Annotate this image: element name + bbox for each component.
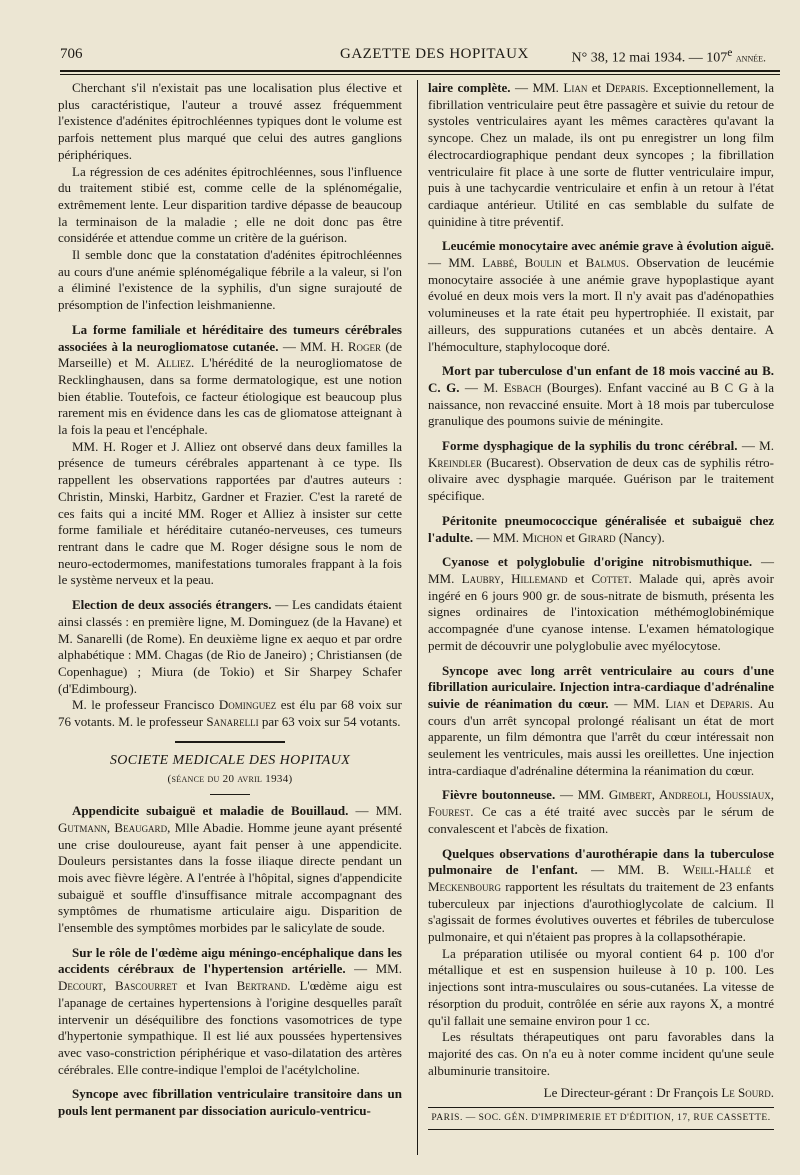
paragraph: Cherchant s'il n'existait pas une localisation plus élective et plus caractéristique, l'auteur a trouvé assez fréquemment l'existence d'adénites épitrochléennes typiques dont le volume est parfois nettement plus marqué que celui des autres ganglions périphériques.: [58, 80, 402, 162]
header-rule-thin: [60, 74, 780, 75]
page-number: 706: [60, 46, 83, 62]
article-peritonite: Péritonite pneumococcique généralisée et subaiguë chez l'adulte. — MM. Michon et Girard (Nancy).: [428, 512, 774, 545]
page-header: [52, 44, 780, 66]
society-heading: [58, 741, 402, 795]
column-divider: [417, 80, 418, 1155]
paragraph-election-result: M. le professeur Francisco Dominguez est élu par 68 voix sur 76 votants. M. le professeur Sanarelli par 63 voix sur 54 votants.: [58, 697, 403, 730]
issue-info: N° 38, 12 mai 1934. — 107e année.: [571, 46, 766, 66]
article-syncope-cont: laire complète. — MM. Lian et Deparis. Exceptionnellement, la fibrillation ventriculaire peut être passagère et suivie du retour de systoles ventriculaires ayant les mêmes caractères qu'avant la syncope. Chez un malade, ils ont pu enregistrer un long film électrocardiographique pendant deux syncopes ; la fibrillation ventriculaire fit place à une sorte de flutter ventriculaire impur, puis à une tachycardie ventriculaire et enfin à un retour à l'état cardiaque antérieur. Utilité en cas semblable du sulfate de quinidine à titre préventif.: [428, 80, 775, 229]
paragraph: Les résultats thérapeutiques ont paru favorables dans la majorité des cas. On n'a eu à noter comme incident qu'une seule albuminurie transitoire.: [428, 1029, 774, 1078]
article-fievre: Fièvre boutonneuse. — MM. Gimbert, Andreoli, Houssiaux, Fourest. Ce cas a été traité avec succès par le sérum de convalescent et l'abcès de fixation.: [428, 787, 774, 836]
article-syphilis: Forme dysphagique de la syphilis du tronc cérébral. — M. Kreindler (Bucarest). Observation de deux cas de syphilis rétro-olivaire avec dysphagie marquée. Guérison par le traitement spécifique.: [428, 438, 774, 504]
paragraph: La préparation utilisée ou myoral contient 64 p. 100 d'or métallique et est en suspension huileuse à 10 p. 100. Les injections sont intra-musculaires ou sous-cutanées. La vitesse de résorption du produit, contrôlée en série aux rayons X, a montré qu'il fallait une semaine environ pour 1 cc.: [428, 945, 774, 1028]
right-column: [428, 80, 774, 1130]
society-name: SOCIETE MEDICALE DES HOPITAUX: [109, 752, 351, 768]
article-oedeme: Sur le rôle de l'œdème aigu méningo-encéphalique dans les accidents cérébraux de l'hypertension artérielle. — MM. Decourt, Bascourret et Ivan Bertrand. L'œdème aigu est l'apanage de certaines hypertensions à l'origine desquelles paraît intervenir un déséquilibre des fonctions vasomotrices de type d'hypertonie sympathique. Il est lié aux poussées hypertensives avec vaso-constriction périphérique et vaso-dilatation des artères cérébrales. Elle contre-indique l'emploi de l'acétylcholine.: [58, 944, 402, 1077]
director-signature: Le Directeur-gérant : Dr François Le Sourd.: [543, 1085, 774, 1101]
paragraph: MM. H. Roger et J. Alliez ont observé dans deux familles la présence de tumeurs cérébrales appartenant à ce type. Ils rappellent les observations rapportées par d'autres auteurs : Christin, Minski, Harbitz, Gardner et Frazier. C'est la rareté de ces faits qui a incité MM. Roger et Alliez à insister sur cette forme familiale et héréditaire cutanéo-nerveuses, ces tumeurs rentrant dans le cadre que M. Roger désigne sous le nom de neuro-ectodermomes, manifestations tumorales frappant à la fois le système nerveux et la peau.: [58, 438, 402, 588]
paragraph: La régression de ces adénites épitrochléennes, sous l'influence du traitement stibié est, comme celle de la splénomégalie, extrêmement lente. Leur disparition tardive dépasse de beaucoup la terminaison de la maladie ; elle ne doit donc pas être considérée et attendue comme un critère de la guérison.: [58, 163, 402, 246]
journal-title: GAZETTE DES HOPITAUX: [340, 46, 529, 62]
article-election: Election de deux associés étrangers. — Les candidats étaient ainsi classés : en première ligne, M. Dominguez (de la Havane) et M. Sanarelli (de Rome). En deuxième ligne ex aequo et par ordre alphabétique : MM. Chagas (de Rio de Janeiro) ; Christiansen (de Copenhague) ; Miura (de Tokio) et Sir Sharpey Schafer (d'Edimbourg).: [58, 597, 402, 696]
article-leucemie: Leucémie monocytaire avec anémie grave à évolution aiguë. — MM. Labbé, Boulin et Balmus. Observation de leucémie monocytaire associée à une anémie grave hypoplastique ayant évolué en deux mois vers la mort. Il n'y avait pas d'adénopathies volumineuses et la rate était peu hypertrophiée. Il existait, par ailleurs, des suppurations cutanées et un abcès dentaire. A l'hémoculture, staphylocoque doré.: [428, 238, 775, 354]
article-neurogliomatose: La forme familiale et héréditaire des tumeurs cérébrales associées à la neurogliomatose cutanée. — MM. H. Roger (de Marseille) et M. Alliez. L'hérédité de la neurogliomatose de Recklinghausen, dans sa forme dermatologique, est une notion bien établie. Toutefois, ce facteur étiologique est beaucoup plus rarement mis en évidence dans les cas de gliomatose atteignant à la fois la peau et l'encéphale.: [58, 321, 403, 438]
article-bcg: Mort par tuberculose d'un enfant de 18 mois vacciné au B. C. G. — M. Esbach (Bourges). Enfant vacciné au B C G à la naissance, non revacciné ensuite. Mort à 18 mois par tuberculose granulique des poumons suivie de méningite.: [428, 363, 775, 429]
article-aurotherapie: Quelques observations d'aurothérapie dans la tuberculose pulmonaire de l'enfant. — MM. B. Weill-Hallé et Meckenbourg rapportent les résultats du traitement de 23 enfants tuberculeux par injections d'aurothioglycolate de calcium. Il s'agissait de formes évolutives ouvertes et fébriles de tuberculose pulmonaire, et qui n'étaient pas propres à la collapsothérapie.: [428, 845, 775, 945]
printer-imprint: PARIS. — SOC. GÉN. D'IMPRIMERIE ET D'ÉDITION, 17, RUE CASSETTE.: [428, 1107, 774, 1130]
paragraph: Il semble donc que la constatation d'adénites épitrochléennes au cours d'une anémie splénomégalique fébrile a la valeur, si l'on a éliminé l'existence de la syphilis, d'un signe surajouté de présomption de l'infection leishmanienne.: [58, 247, 402, 313]
header-rule: [60, 70, 780, 72]
article-cyanose: Cyanose et polyglobulie d'origine nitrobismuthique. — MM. Laubry, Hillemand et Cottet. Malade qui, après avoir ingéré en 6 jours 900 gr. de sous-nitrate de bismuth, présenta les signes ordinaires de l'intoxication méthémoglobinémique accompagnée d'une cyanose intense. L'examen hématologique permit de découvrir une polyglobulie avec myélocytose.: [428, 554, 775, 653]
article-appendicite: Appendicite subaiguë et maladie de Bouillaud. — MM. Gutmann, Beaugard, Mlle Abadie. Homme jeune ayant présenté une crise douloureuse, ayant fait penser à une appendicite. Douleurs persistantes dans la fosse iliaque directe pendant un mois avec fièvre légère. A l'entrée à l'hôpital, signes d'appendicite subaiguë et souffle d'insuffisance mitrale accompagnant des symptômes de rhumatisme articulaire aigu. Disparition de l'ensemble des symptômes morbides par le salicylate de soude.: [58, 803, 403, 936]
article-syncope-title: Syncope avec fibrillation ventriculaire transitoire dans un pouls lent permanent par dissociation auriculo-ventricu-: [58, 1086, 402, 1119]
left-column: [58, 80, 402, 1120]
society-session: (séance du 20 avril 1934): [167, 773, 293, 786]
article-arret-ventriculaire: Syncope avec long arrêt ventriculaire au cours d'une fibrillation auriculaire. Injection intra-cardiaque d'adrénaline suivie de réanimation du cœur. — MM. Lian et Deparis. Au cours d'un arrêt syncopal prolongé réalisant un état de mort apparente, un film démontra que l'arrêt du cœur intéressait non seulement les ventricules, mais aussi les oreillettes. Une injection intra-cardiaque d'adrénaline détermina la réanimation du cœur.: [428, 662, 775, 778]
